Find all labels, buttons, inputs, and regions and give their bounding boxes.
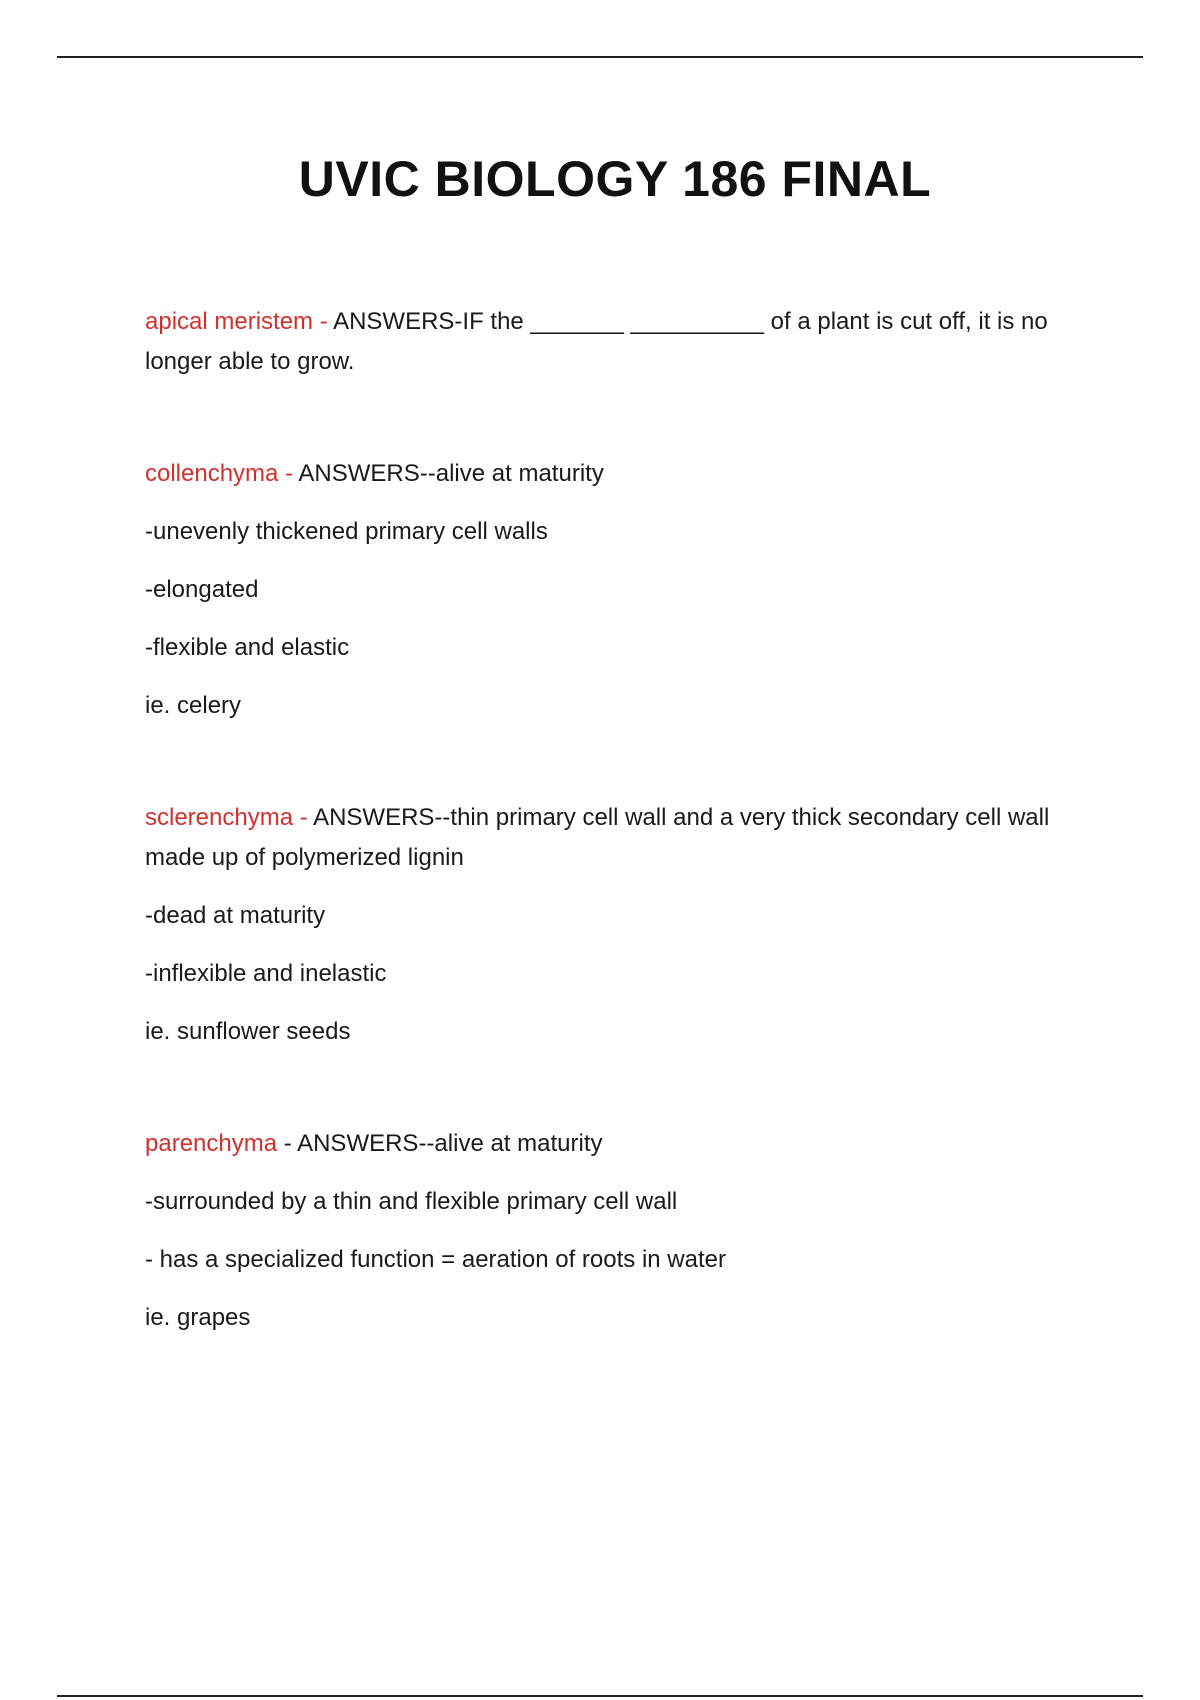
entry-first-line bbox=[145, 302, 1085, 382]
entry-collenchyma bbox=[145, 454, 1085, 726]
entry-first-line bbox=[145, 454, 1085, 494]
entry-example-line: ie. celery bbox=[145, 692, 242, 719]
entry-separator: - bbox=[313, 308, 334, 335]
entry-separator: - bbox=[293, 804, 314, 831]
entry-detail-line: -unevenly thickened primary cell walls bbox=[145, 518, 548, 545]
entry-detail-line: -elongated bbox=[145, 576, 259, 603]
entry-example-line: ie. sunflower seeds bbox=[145, 1018, 351, 1045]
entry-answer: ANSWERS-IF the _______ __________ of a plant is cut off, it is no longer able to grow. bbox=[145, 308, 1048, 375]
entry-detail-line: -surrounded by a thin and flexible primary cell wall bbox=[145, 1188, 678, 1215]
entry-separator: - bbox=[278, 460, 299, 487]
entry-detail-line: -flexible and elastic bbox=[145, 634, 350, 661]
entry-term: sclerenchyma bbox=[145, 804, 294, 831]
entry-answer: ANSWERS--alive at maturity bbox=[297, 1130, 603, 1157]
bottom-rule bbox=[57, 1695, 1143, 1697]
entry-sclerenchyma bbox=[145, 798, 1085, 1052]
entry-apical-meristem bbox=[145, 302, 1085, 382]
entry-term: apical meristem bbox=[145, 308, 314, 335]
entry-term: collenchyma bbox=[145, 460, 279, 487]
entry-term: parenchyma bbox=[145, 1130, 278, 1157]
entry-detail-line: - has a specialized function = aeration of roots in water bbox=[145, 1246, 726, 1273]
entry-example-line: ie. grapes bbox=[145, 1304, 251, 1331]
entry-separator: - bbox=[277, 1130, 298, 1157]
entry-first-line bbox=[145, 798, 1085, 878]
entry-answer: ANSWERS--thin primary cell wall and a very thick secondary cell wall made up of polymerized lignin bbox=[145, 804, 1050, 871]
document-body bbox=[145, 302, 1085, 1338]
entry-first-line bbox=[145, 1124, 1085, 1164]
page-title: UVIC BIOLOGY 186 FINAL bbox=[298, 151, 932, 207]
entry-detail-line: -inflexible and inelastic bbox=[145, 960, 387, 987]
entry-parenchyma bbox=[145, 1124, 1085, 1338]
top-rule bbox=[57, 56, 1143, 58]
entry-answer: ANSWERS--alive at maturity bbox=[298, 460, 604, 487]
entry-detail-line: -dead at maturity bbox=[145, 902, 326, 929]
